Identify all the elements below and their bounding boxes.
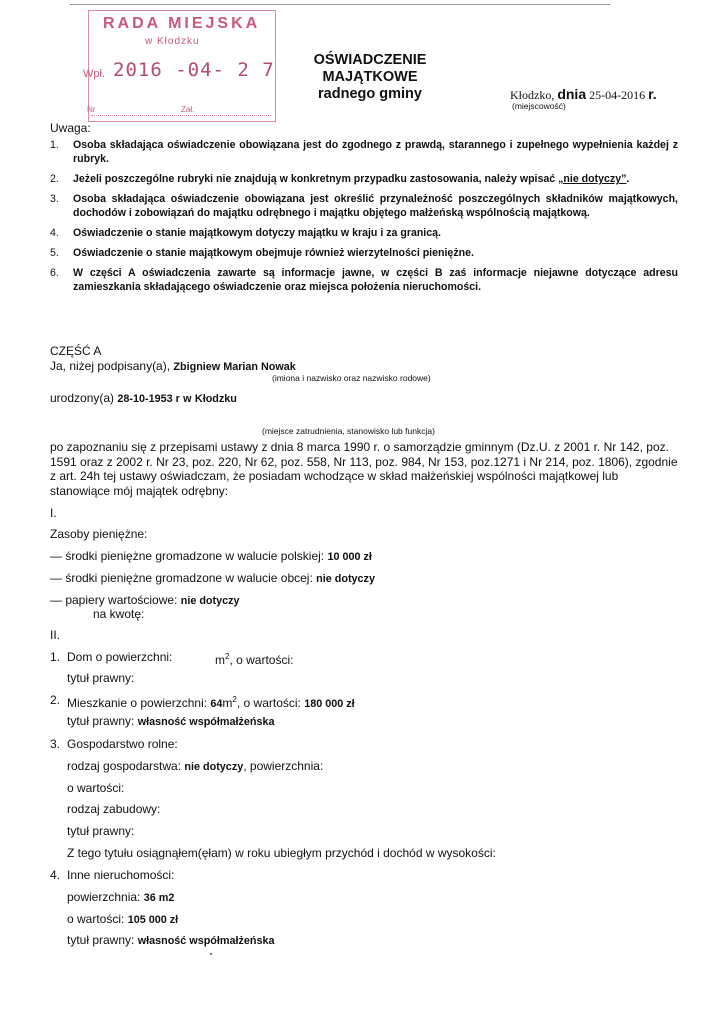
instruction-item [50,192,678,220]
cash-pln-row [50,549,372,564]
farm-value-label: o wartości: [67,781,125,795]
securities-label: — papiery wartościowe: [50,593,178,607]
flat-area: 64 [210,698,223,710]
instruction-text: Osoba składająca oświadczenie obowiązana jest określić przynależność poszczególnych składników majątkowych, dochodów i zobowiązań do majątku odrębnego i majątku objętego małżeńską wspólnością majątkową. [73,193,678,219]
flat-title-row [67,714,275,729]
house-unit: m [215,653,225,667]
instruction-number: 2. [50,173,59,185]
flat-title-label: tytuł prawny: [67,714,135,728]
cash-pln-value: 10 000 zł [327,551,372,563]
instruction-text: Jeżeli poszczególne rubryki nie znajdują w konkretnym przypadku zastosowania, należy wpisać [73,173,559,185]
instructions-list [50,138,678,300]
farm-type-value: nie dotyczy [184,761,244,773]
instruction-item [50,246,678,260]
other-property-number: 4. [50,868,61,882]
flat-value-label: , o wartości: [236,696,301,710]
workplace-caption: (miejsce zatrudnienia, stanowisko lub funkcja) [262,426,435,436]
other-value-label: o wartości: [67,912,125,926]
name-caption: (imiona i nazwisko oraz nazwisko rodowe) [272,373,431,383]
flat-value: 180 000 zł [304,698,355,710]
statement-paragraph: po zapoznaniu się z przepisami ustawy z dnia 8 marca 1990 r. o samorządzie gminnym (Dz.U. z 2001 r. Nr 142, poz. 1591 oraz z 2002 r. Nr 23, poz. 220, Nr 62, poz. 558, Nr 113, poz. 984, Nr 153, poz.1271 i Nr 214, poz. 1806), zgodnie z art. 24h tej ustawy oświadczam, że posiadam wchodzące w skład małżeńskiej wspólności majątkowej lub stanowiące mój majątek odrębny: [50,440,678,498]
signed-line [50,359,296,374]
cash-foreign-value: nie dotyczy [316,573,375,585]
cash-heading: Zasoby pieniężne: [50,527,148,541]
title-line-1: OŚWIADCZENIE MAJĄTKOWE [313,52,427,85]
farm-area-label: , powierzchnia: [243,759,324,773]
farm-label: Gospodarstwo rolne: [67,737,178,751]
stamp-dotted-line [91,115,271,116]
instruction-number: 4. [50,227,59,239]
other-value-row [67,912,178,927]
stamp-council-name: RADA MIEJSKA [103,15,261,32]
farm-title-label: tytuł prawny: [67,824,135,838]
other-area-label: powierzchnia: [67,890,141,904]
section-2-number: II. [50,628,61,642]
stamp-nr-label: Nr [87,105,96,114]
stamp-attachments-label: Zał. [181,105,195,114]
part-a-heading: CZĘŚĆ A [50,344,102,358]
farm-type-row [67,759,323,774]
cash-pln-label: — środki pieniężne gromadzone w walucie polskiej: [50,549,325,563]
instruction-text: Oświadczenie o stanie majątkowym obejmuje również wierzytelności pieniężne. [73,247,474,259]
securities-amount-label: na kwotę: [93,607,145,621]
farm-buildings-label: rodzaj zabudowy: [67,802,161,816]
farm-number: 3. [50,737,61,751]
instruction-number: 5. [50,247,59,259]
house-value-label: , o wartości: [229,653,294,667]
instruction-text-end: . [626,173,630,185]
cash-foreign-label: — środki pieniężne gromadzone w walucie obcej: [50,571,313,585]
instruction-underlined-text: „nie dotyczy” [558,173,627,185]
birth-place: Kłodzku [194,393,237,405]
instruction-item [50,226,678,240]
other-area-value: 36 m2 [143,892,175,904]
other-title-row [67,933,275,948]
other-title-label: tytuł prawny: [67,933,135,947]
farm-income-label: Z tego tytułu osiągnąłem(ęłam) w roku ubiegłym przychód i dochód w wysokości: [67,846,496,860]
born-line [50,391,237,406]
flat-number: 2. [50,693,61,707]
document-title [270,52,470,103]
other-title-value: własność współmałżeńska [137,935,275,947]
year-suffix: r. [648,86,657,102]
dnia-word: dnia [557,86,587,102]
flat-unit: m [222,696,233,710]
scan-speck [210,953,212,955]
born-in-word: w [183,393,192,405]
flat-unit-sup: 2 [232,695,237,704]
section-1-number: I. [50,506,57,520]
instruction-number: 6. [50,267,59,279]
instruction-number: 1. [50,139,59,151]
house-label: Dom o powierzchni: [67,650,173,664]
place-name: Kłodzko, [510,88,555,102]
other-property-label: Inne nieruchomości: [67,868,175,882]
born-prefix: urodzony(a) [50,391,115,405]
farm-type-label: rodzaj gospodarstwa: [67,759,182,773]
notice-heading: Uwaga: [50,121,91,135]
flat-title-value: własność współmałżeńska [137,716,275,728]
top-rule [70,4,610,5]
instruction-text: Oświadczenie o stanie majątkowym dotyczy majątku w kraju i za granicą. [73,227,441,239]
signed-prefix: Ja, niżej podpisany(a), [50,359,171,373]
stamp-received-label: Wpł. [83,68,105,80]
house-unit-sup: 2 [225,652,230,661]
declaration-date: 25-04-2016 [589,88,646,102]
stamp-date: 2016 -04- 2 7 [113,59,275,81]
instruction-number: 3. [50,193,59,205]
instruction-text: W części A oświadczenia zawarte są informacje jawne, w części B zaś informacje niejawne dotyczące adresu zamieszkania składającego oświadczenie oraz miejsca położenia nieruchomości. [73,267,678,293]
house-title-label: tytuł prawny: [67,671,135,685]
securities-value: nie dotyczy [180,595,240,607]
instruction-item [50,138,678,166]
flat-label: Mieszkanie o powierzchni: [67,696,208,710]
other-value: 105 000 zł [127,914,179,926]
registry-stamp [83,10,276,122]
house-value-row [215,650,293,667]
cash-foreign-row [50,571,375,586]
place-caption: (miejscowość) [512,101,566,111]
flat-row [67,693,355,711]
instruction-item [50,172,678,186]
stamp-city: w Kłodzku [145,36,200,47]
birth-date: 28-10-1953 r [117,393,180,405]
securities-row [50,593,240,608]
signer-name: Zbigniew Marian Nowak [173,361,296,373]
instruction-item [50,266,678,294]
other-area-row [67,890,174,905]
house-number: 1. [50,650,61,664]
instruction-text: Osoba składająca oświadczenie obowiązana jest do zgodnego z prawdą, starannego i zupełnego wypełnienia każdej z rubryk. [73,139,678,165]
title-line-2: radnego gminy [318,86,422,102]
